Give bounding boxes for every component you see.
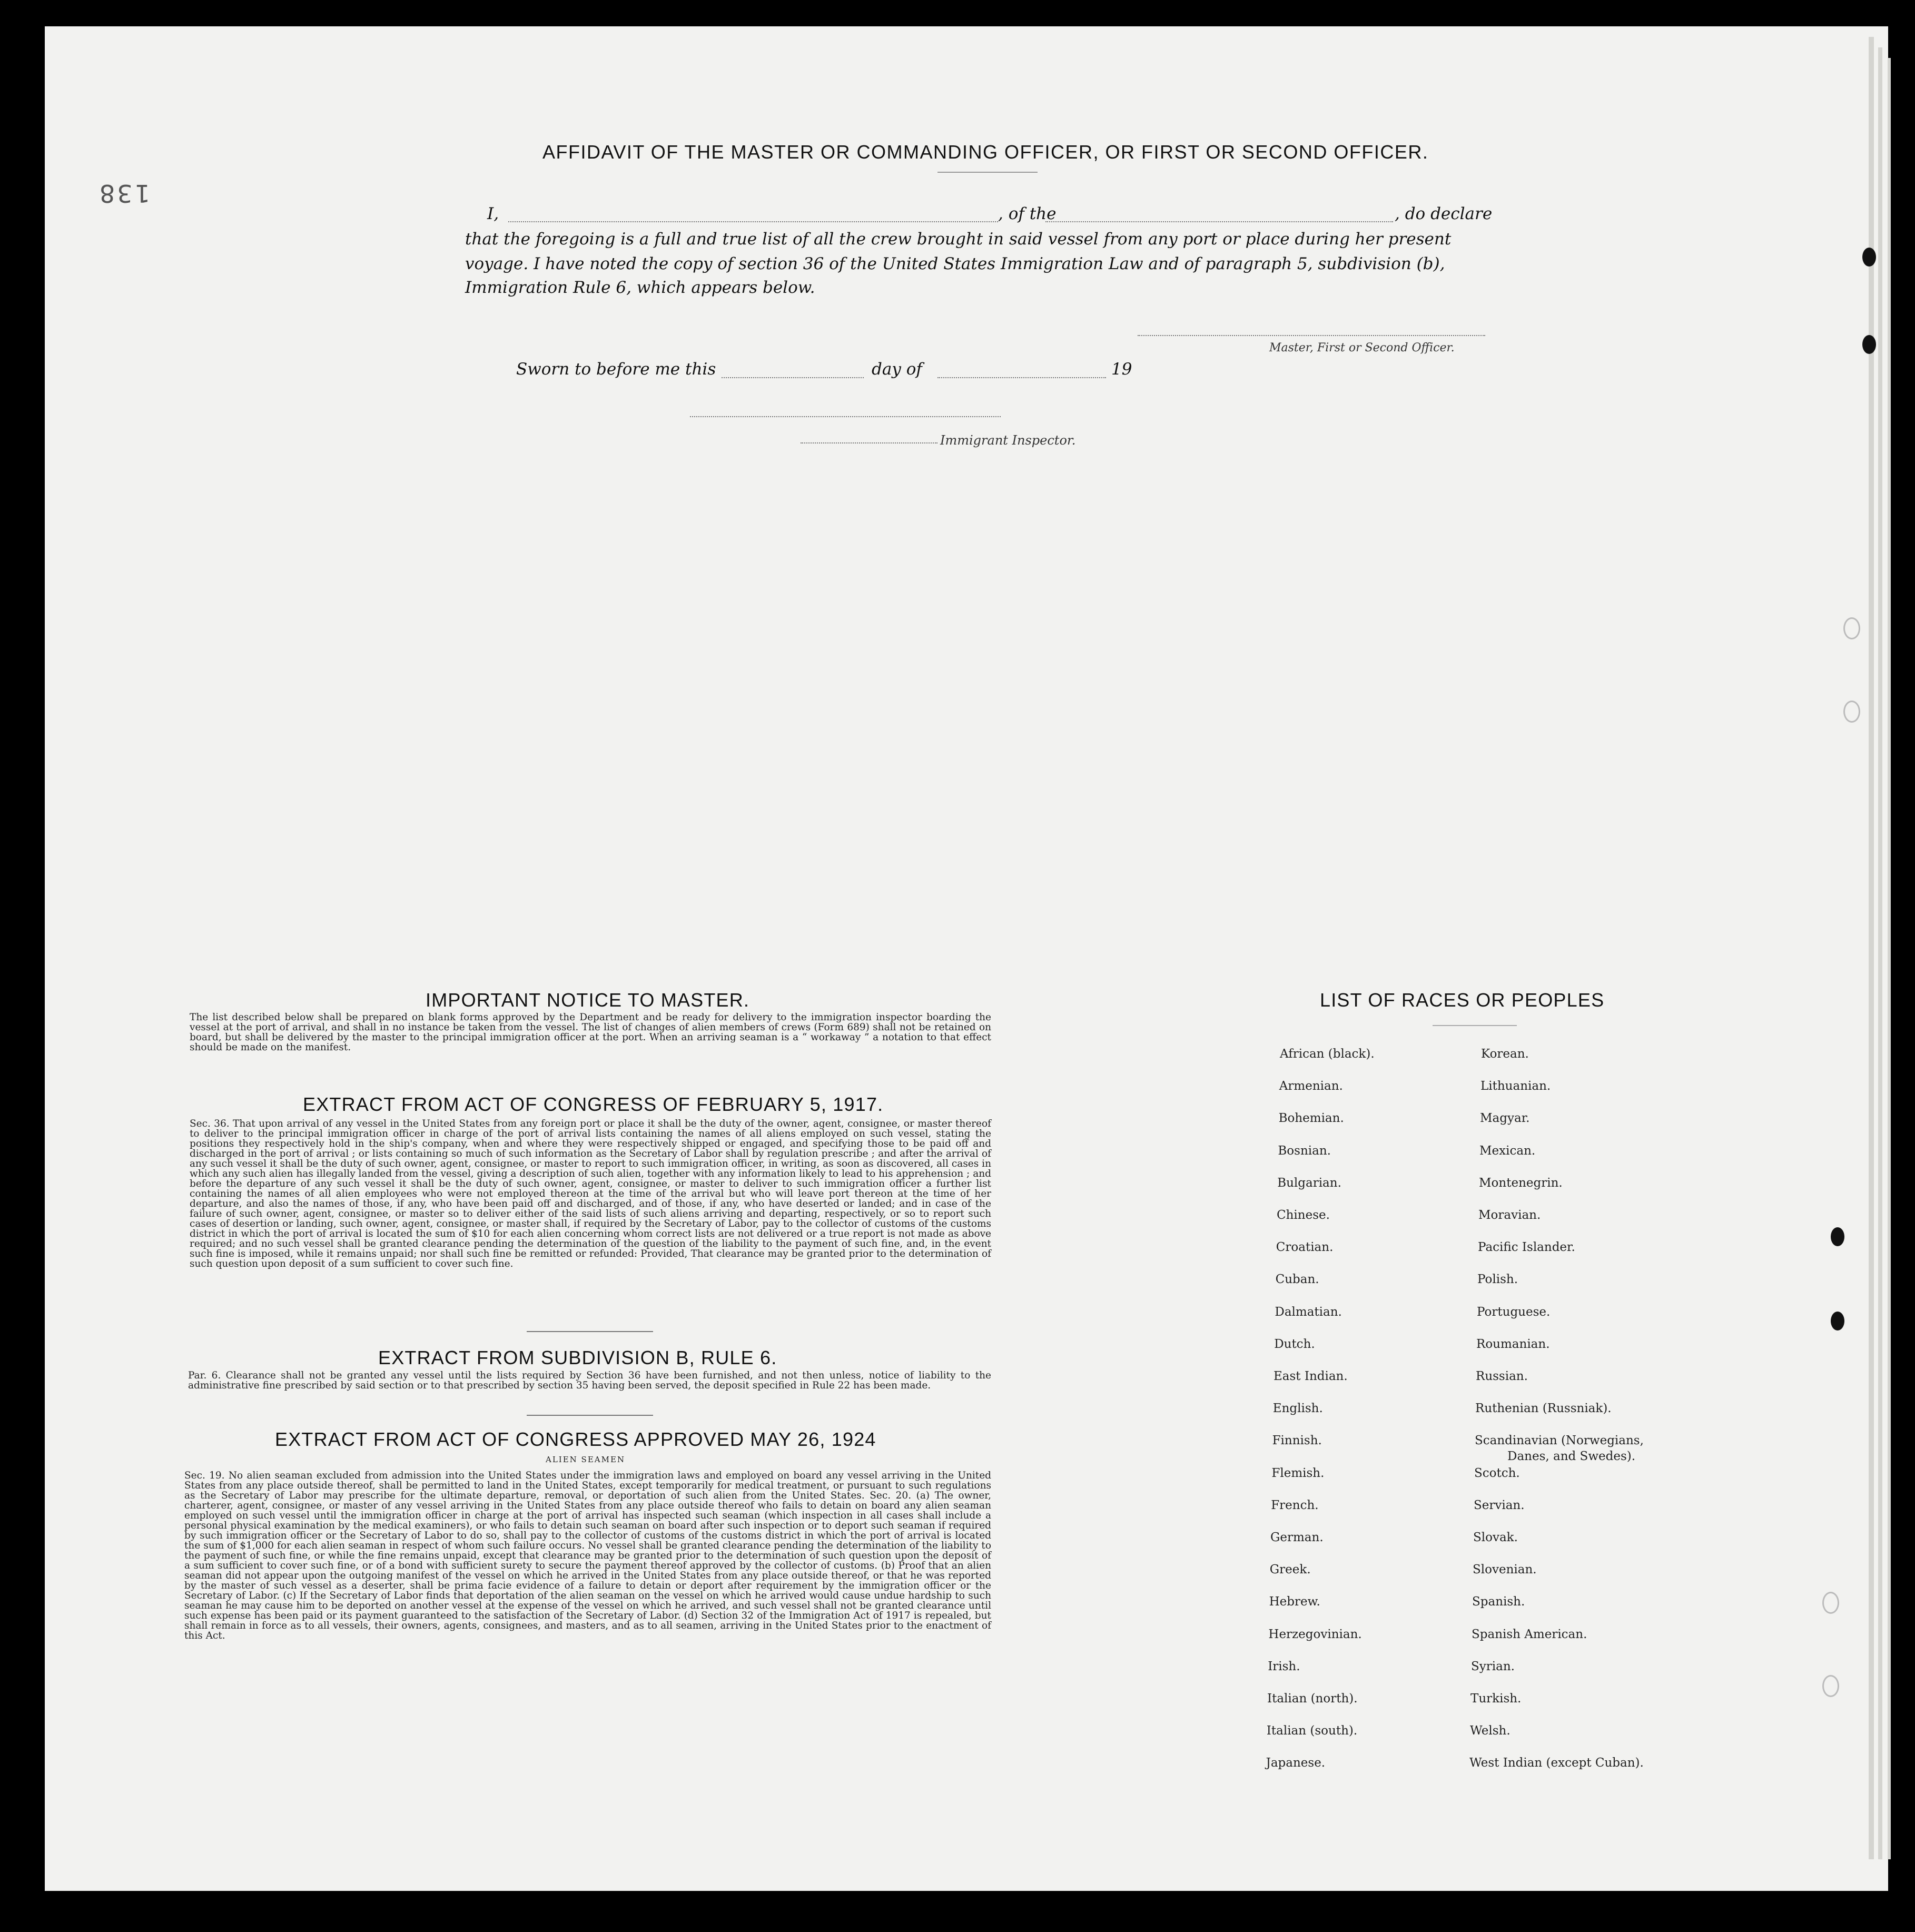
affidavit-title: AFFIDAVIT OF THE MASTER OR COMMANDING OFFICER, OR FIRST OR SECOND OFFICER. — [542, 141, 1429, 163]
extract-rule6-title: EXTRACT FROM SUBDIVISION B, RULE 6. — [378, 1347, 777, 1368]
extract-rule6-text: Par. 6. Clearance shall not be granted any vessel until the lists required by Section 36 have been furnished, and not then unless, notice of liability to the administrative fine prescribed by said section or to that prescribed by section 35 having been served, the deposit specified in Rule 22 has been made. — [188, 1370, 991, 1391]
race-item: Pacific Islander. — [1478, 1240, 1575, 1255]
race-item: Japanese. — [1266, 1756, 1326, 1770]
notice-title: IMPORTANT NOTICE TO MASTER. — [426, 989, 750, 1011]
races-title: LIST OF RACES OR PEOPLES — [1320, 989, 1605, 1011]
sworn-label: Sworn to before me this — [516, 360, 716, 379]
races-divider — [1433, 1025, 1517, 1026]
race-item: Danes, and Swedes). — [1507, 1450, 1636, 1464]
race-item: Italian (north). — [1267, 1692, 1358, 1706]
race-item: Syrian. — [1471, 1659, 1515, 1673]
race-item: Flemish. — [1271, 1466, 1325, 1480]
declarant-name-field[interactable] — [508, 221, 998, 222]
affidavit-declare-label: , do declare — [1395, 204, 1493, 223]
binder-hole-icon — [1843, 617, 1860, 639]
race-item: Dutch. — [1274, 1337, 1315, 1351]
race-item: African (black). — [1280, 1047, 1375, 1061]
section-divider — [527, 1331, 653, 1332]
race-item: Spanish. — [1472, 1595, 1525, 1609]
master-signature-label: Master, First or Second Officer. — [1269, 341, 1455, 354]
race-item: Montenegrin. — [1479, 1176, 1563, 1190]
notice-text: The list described below shall be prepared on blank forms approved by the Department and be ready for delivery to the immigration inspector boarding the vessel at the port of arrival, and shall in no instance be taken from the vessel. The list of changes of alien members of crews (Form 689) shall not be retained on board, but shall be delivered by the master to the principal immigration officer at the port. When an arriving seaman is a “ workaway ” a notation to that effect should be made on the manifest. — [190, 1012, 991, 1053]
race-item: Ruthenian (Russniak). — [1475, 1402, 1612, 1416]
race-item: Servian. — [1474, 1498, 1525, 1512]
race-item: Italian (south). — [1266, 1724, 1358, 1738]
race-item: Russian. — [1476, 1369, 1528, 1383]
binder-hole-icon — [1831, 1227, 1844, 1246]
race-item: Korean. — [1481, 1047, 1529, 1061]
vessel-name-field[interactable] — [1045, 221, 1393, 222]
master-signature-field[interactable] — [1138, 335, 1485, 336]
race-item: Bosnian. — [1278, 1144, 1331, 1158]
title-divider — [937, 172, 1038, 173]
affidavit-statement-1: that the foregoing is a full and true list of all the crew brought in said vessel from any port or place during her present — [465, 230, 1452, 249]
extract-1924-subtitle: ALIEN SEAMEN — [546, 1455, 626, 1464]
race-item: East Indian. — [1274, 1369, 1348, 1383]
race-item: Scandinavian (Norwegians, — [1475, 1434, 1644, 1448]
race-item: Cuban. — [1275, 1273, 1319, 1287]
race-item: Mexican. — [1479, 1144, 1536, 1158]
extract-1917-title: EXTRACT FROM ACT OF CONGRESS OF FEBRUARY 5, 1917. — [303, 1093, 884, 1115]
extract-1917-text: Sec. 36. That upon arrival of any vessel in the United States from any foreign port or place it shall be the duty of the owner, agent, consignee, or master thereof to deliver to the principal immigration officer in charge of the port of arrival lists containing the names of all aliens employed on such vessel, stating the positions they respectively hold in the ship's company, when and where they were respectively shipped or engaged, and specifying those to be paid off and discharged in the port of arrival ; or lists containing so much of such information as the Secretary of Labor shall by regulation prescribe ; and after the arrival of any such vessel it shall be the duty of such owner, agent, consignee, or master to report to such immigration officer, in writing, as soon as discovered, all cases in which any such alien has illegally landed from the vessel, giving a description of such alien, together with any information likely to lead to his apprehension ; and before the departure of any such vessel it shall be the duty of such owner, agent, consignee, or master to deliver to such immigration officer a further list containing the names of all alien employees who were not employed thereon at the time of the arrival but who will leave port thereon at the time of her departure, and also the names of those, if any, who have been paid off and discharged, and of those, if any, who have deserted or landed; and in case of the failure of such owner, agent, consignee, or master so to deliver either of the said lists of such aliens arriving and departing, respectively, or so to report such cases of desertion or landing, such owner, agent, consignee, or master shall, if required by the Secretary of Labor, pay to the collector of customs of the customs district in which the port of arrival is located the sum of $10 for each alien concerning whom correct lists are not delivered or a true report is not made as above required; and no such vessel shall be granted clearance pending the determination of the question of the liability to the payment of such fine, and, in the event such fine is imposed, while it remains unpaid; nor shall such fine be remitted or refunded: Provided, That clearance may be granted prior to the determination of such question upon deposit of a sum sufficient to cover such fine. — [190, 1118, 991, 1269]
race-item: Magyar. — [1480, 1111, 1530, 1126]
binder-hole-icon — [1862, 248, 1876, 267]
race-item: Bulgarian. — [1277, 1176, 1341, 1190]
inspector-name-field[interactable] — [801, 442, 937, 443]
race-item: French. — [1271, 1498, 1319, 1512]
inspector-label: Immigrant Inspector. — [940, 433, 1076, 448]
race-item: Greek. — [1269, 1563, 1311, 1577]
affidavit-statement-2: voyage. I have noted the copy of section 36 of the United States Immigration Law and of paragraph 5, subdivision (b), — [465, 254, 1445, 273]
race-item: Herzegovinian. — [1268, 1627, 1362, 1641]
year-label: 19 — [1111, 360, 1132, 379]
race-item: Moravian. — [1478, 1208, 1541, 1222]
race-item: Turkish. — [1470, 1692, 1522, 1706]
binder-hole-icon — [1831, 1312, 1844, 1330]
race-item: German. — [1270, 1531, 1324, 1544]
binder-hole-icon — [1822, 1675, 1839, 1697]
binder-hole-icon — [1822, 1592, 1839, 1614]
race-item: Dalmatian. — [1275, 1305, 1342, 1319]
page-edge — [1878, 47, 1882, 1859]
race-item: Slovenian. — [1473, 1563, 1537, 1577]
race-item: Armenian. — [1279, 1079, 1343, 1093]
section-divider — [527, 1415, 653, 1416]
race-item: Spanish American. — [1472, 1627, 1587, 1641]
page-edge — [1888, 58, 1891, 1859]
race-item: Scotch. — [1474, 1466, 1520, 1480]
race-item: Irish. — [1268, 1659, 1300, 1673]
race-item: Chinese. — [1277, 1208, 1330, 1222]
race-item: English. — [1272, 1402, 1323, 1416]
extract-1924-title: EXTRACT FROM ACT OF CONGRESS APPROVED MAY 26, 1924 — [275, 1428, 876, 1450]
margin-stamp: 138 — [97, 179, 150, 208]
race-item: West Indian (except Cuban). — [1469, 1756, 1644, 1770]
affidavit-i-label: I, — [487, 204, 499, 223]
race-item: Slovak. — [1473, 1531, 1518, 1544]
race-item: Roumanian. — [1476, 1337, 1550, 1351]
binder-hole-icon — [1862, 335, 1876, 354]
sworn-month-field[interactable] — [937, 377, 1106, 378]
day-of-label: day of — [872, 360, 922, 379]
affidavit-of-the-label: , of the — [998, 204, 1057, 223]
inspector-signature-field[interactable] — [690, 416, 1001, 417]
page-edge — [1869, 37, 1874, 1859]
race-item: Croatian. — [1276, 1240, 1334, 1255]
race-item: Bohemian. — [1278, 1111, 1344, 1126]
affidavit-statement-3: Immigration Rule 6, which appears below. — [465, 278, 815, 297]
sworn-day-field[interactable] — [722, 377, 864, 378]
race-item: Polish. — [1477, 1273, 1518, 1287]
race-item: Finnish. — [1272, 1434, 1322, 1448]
race-item: Welsh. — [1470, 1724, 1511, 1738]
race-item: Portuguese. — [1477, 1305, 1551, 1319]
extract-1924-text: Sec. 19. No alien seaman excluded from admission into the United States under the immigration laws and employed on board any vessel arriving in the United States from any place outside thereof, shall be permitted to land in the United States, except temporarily for medical treatment, or pursuant to such regulations as the Secretary of Labor may prescribe for the ultimate departure, removal, or deportation of such alien from the United States. Sec. 20. (a) The owner, charterer, agent, consignee, or master of any vessel arriving in the United States from any place outside thereof who fails to detain on board any alien seaman employed on such vessel until the immigration officer in charge at the port of arrival has inspected such seaman (which inspection in all cases shall include a personal physical examination by the medical examiners), or who fails to detain such seaman on board after such inspection or to deport such seaman if required by such immigration officer or the Secretary of Labor to do so, shall pay to the collector of customs of the customs district in which the port of arrival is located the sum of $1,000 for each alien seaman in respect of whom such failure occurs. No vessel shall be granted clearance pending the determination of the liability to the payment of such fine, or while the fine remains unpaid, except that clearance may be granted prior to the determination of such question upon the deposit of a sum sufficient to cover such fine, or of a bond with sufficient surety to secure the payment thereof approved by the collector of customs. (b) Proof that an alien seaman did not appear upon the outgoing manifest of the vessel on which he arrived in the United States from any place outside thereof, or that he was reported by the master of such vessel as a deserter, shall be prima facie evidence of a failure to detain or deport after requirement by the immigration officer or the Secretary of Labor. (c) If the Secretary of Labor finds that deportation of the alien seaman on the vessel on which he arrived would cause undue hardship to such seaman he may cause him to be deported on another vessel at the expense of the vessel on which he arrived, and such vessel shall not be granted clearance until such expense has been paid or its payment guaranteed to the satisfaction of the Secretary of Labor. (d) Section 32 of the Immigration Act of 1917 is repealed, but shall remain in force as to all vessels, their owners, agents, consignees, and masters, and as to all seamen, arriving in the United States prior to the enactment of this Act. — [184, 1470, 991, 1641]
race-item: Hebrew. — [1269, 1595, 1320, 1609]
binder-hole-icon — [1843, 701, 1860, 723]
race-item: Lithuanian. — [1480, 1079, 1551, 1093]
